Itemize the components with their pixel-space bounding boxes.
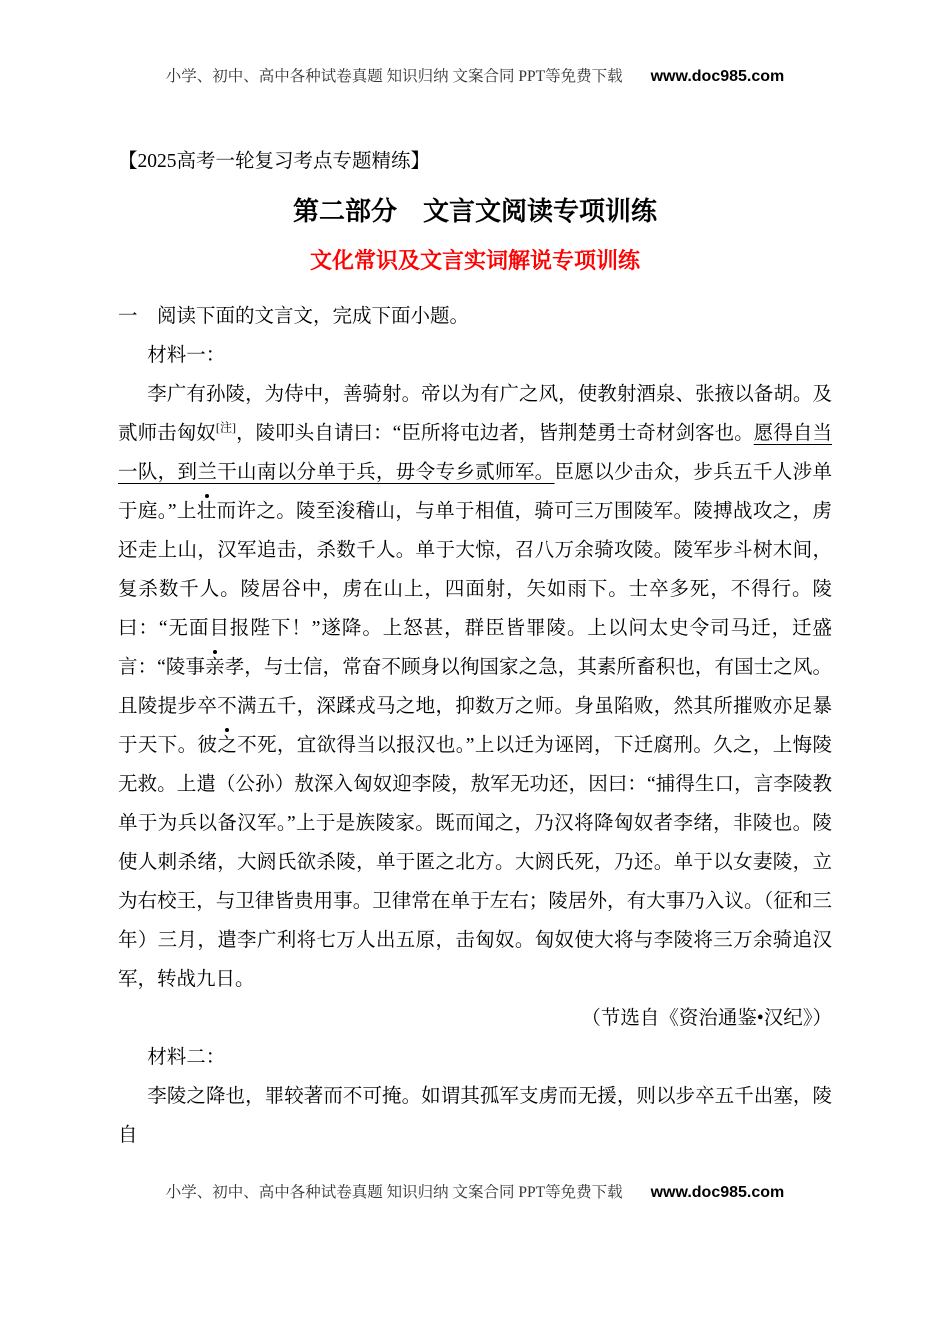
material-one-label: 材料一： bbox=[147, 345, 226, 366]
document-content bbox=[118, 0, 832, 1155]
source-attribution: （节选自《资治通鉴•汉纪》） bbox=[581, 1008, 832, 1029]
header-promo-text: 小学、初中、高中各种试卷真题 知识归纳 文案合同 PPT等免费下载 bbox=[165, 68, 623, 85]
section-title: 第二部分 文言文阅读专项训练 bbox=[292, 196, 657, 226]
material-one-paragraph: 李广有孙陵，为侍中，善骑射。帝以为有广之风，使教射酒泉、张掖以备胡。及贰师击匈奴[注]，陵叩头自请曰：“臣所将屯边者，皆荆楚勇士奇材剑客也。愿得自当一队，到兰干山南以分单于兵，毋令专乡贰师军。臣愿以少击众，步兵五千人涉单于庭。”上壮而许之。陵至浚稽山，与单于相值，骑可三万围陵军。陵搏战攻之，虏还走上山，汉军追击，杀数千人。单于大惊，召八万余骑攻陵。陵军步斗树木间，复杀数千人。陵居谷中，虏在山上，四面射，矢如雨下。士卒多死，不得行。陵曰：“无面目报陛下！”遂降。上怒甚，群臣皆罪陵。上以问太史令司马迁，迁盛言：“陵事亲孝，与士信，常奋不顾身以徇国家之急，其素所畜积也，有国士之风。且陵提步卒不满五千，深蹂戎马之地，抑数万之师。身虽陷败，然其所摧败亦足暴于天下。彼之不死，宜欲得当以报汉也。”上以迁为诬罔，下迁腐刑。久之，上悔陵无救。上遣（公孙）敖深入匈奴迎李陵，敖军无功还，因曰：“捕得生口，言李陵教单于为兵以备汉军。”上于是族陵家。既而闻之，乃汉将降匈奴者李绪，非陵也。陵使人刺杀绪，大阏氏欲杀陵，单于匿之北方。大阏氏死，乃还。单于以女妻陵，立为右校王，与卫律皆贵用事。卫律常在单于左右；陵居外，有大事乃入议。（征和三年）三月，遣李广利将七万人出五原，击匈奴。匈奴使大将与李陵将三万余骑追汉军，转战九日。 bbox=[118, 384, 832, 990]
footer-site-link[interactable]: www.doc985.com bbox=[650, 1184, 785, 1201]
exam-series-tagline: 【2025高考一轮复习考点专题精练】 bbox=[118, 151, 431, 172]
page-footer bbox=[0, 1180, 950, 1202]
topic-subtitle: 文化常识及文言实词解说专项训练 bbox=[309, 248, 640, 273]
header-site-link[interactable]: www.doc985.com bbox=[650, 68, 785, 85]
material-two-label: 材料二： bbox=[147, 1047, 226, 1068]
question-intro: 一 阅读下面的文言文，完成下面小题。 bbox=[118, 306, 470, 327]
footer-promo-text: 小学、初中、高中各种试卷真题 知识归纳 文案合同 PPT等免费下载 bbox=[165, 1184, 623, 1201]
material-two-paragraph: 李陵之降也，罪较著而不可掩。如谓其孤军支虏而无援，则以步卒五千出塞，陵自 bbox=[118, 1086, 832, 1146]
